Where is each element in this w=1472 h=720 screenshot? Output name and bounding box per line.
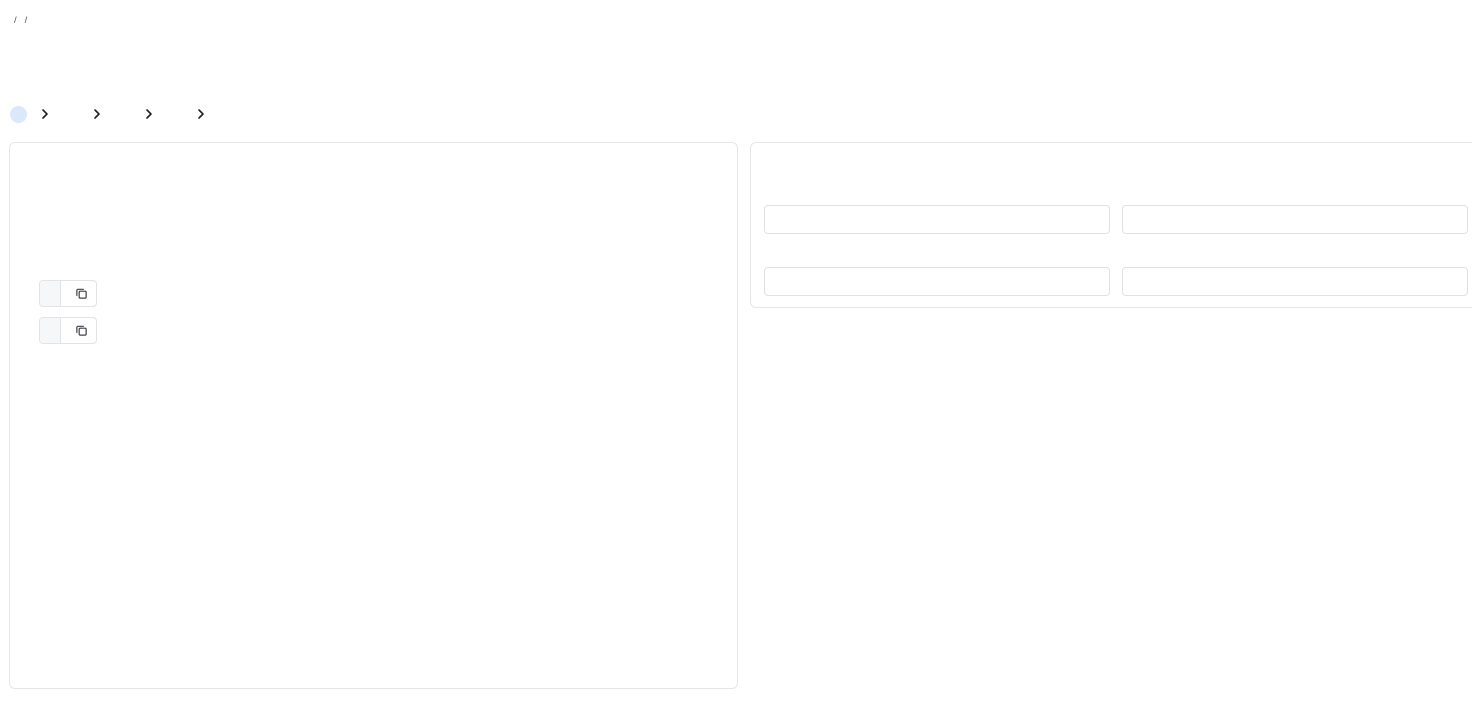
secret-value-input[interactable] — [764, 267, 1110, 296]
app-id-input[interactable] — [764, 205, 1110, 234]
terms-url-label — [40, 281, 61, 306]
chevron-right-icon — [143, 108, 155, 120]
breadcrumb-separator: / — [14, 15, 17, 26]
step-create-application[interactable] — [10, 106, 32, 123]
step-number — [166, 106, 183, 123]
chevron-right-icon — [195, 108, 207, 120]
step-number — [62, 106, 79, 123]
breadcrumb-separator: / — [24, 15, 28, 26]
secret-id-input[interactable] — [1122, 267, 1468, 296]
step-add-domain[interactable] — [62, 106, 84, 123]
chevron-right-icon — [91, 108, 103, 120]
chevron-right-icon — [39, 108, 51, 120]
breadcrumb — [10, 15, 31, 26]
discovery-url-box — [39, 317, 97, 344]
step-update-application[interactable] — [166, 106, 188, 123]
step-verify-domain[interactable] — [114, 106, 136, 123]
details-card — [750, 142, 1472, 308]
step-number — [10, 106, 27, 123]
step-configure-settings[interactable] — [218, 106, 240, 123]
copy-icon[interactable] — [75, 287, 88, 300]
copy-icon[interactable] — [75, 324, 88, 337]
dir-id-input[interactable] — [1122, 205, 1468, 234]
step-number — [114, 106, 131, 123]
stepper — [10, 104, 240, 124]
instructions-card — [9, 142, 738, 689]
discovery-url-label — [40, 318, 61, 343]
terms-url-box — [39, 280, 97, 307]
step-number — [218, 106, 235, 123]
